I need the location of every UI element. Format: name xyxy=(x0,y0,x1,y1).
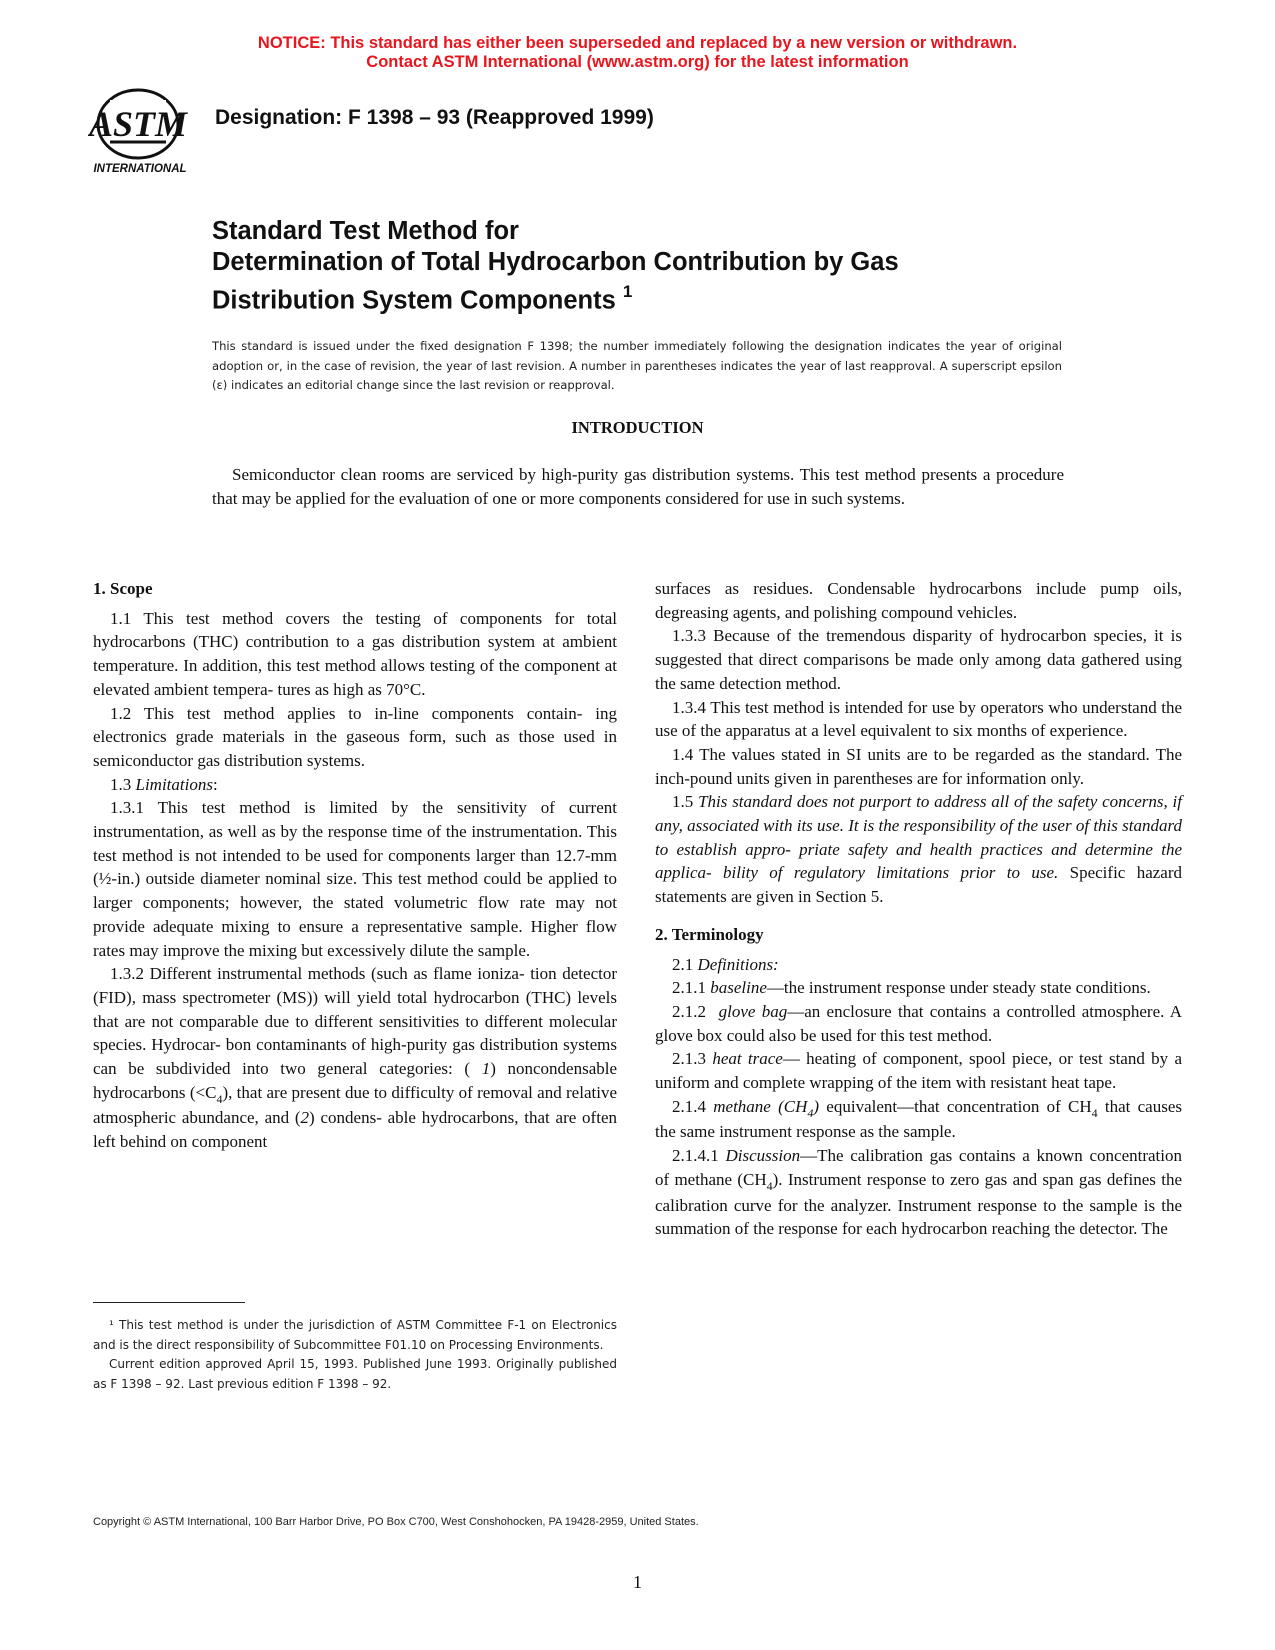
notice-line-1: NOTICE: This standard has either been superseded and replaced by a new version or withdrawn. xyxy=(257,34,1018,52)
section-1-3: 1.3 Limitations: xyxy=(110,774,218,794)
terminology-heading: 2. Terminology xyxy=(655,924,764,944)
section-2-1-4-1: 2.1.4.1 Discussion—The calibration gas contains a known concentration of methane $(CH_4)$. Instrument response to zero gas and span gas defines the calibration curve for the analyzer. Instrument response to the sample is the summation of the response for each hydrocarbon reaching the detector. The xyxy=(655,1146,1182,1239)
footnotes xyxy=(93,1316,617,1394)
section-1-4: 1.4 The values stated in SI units are to be regarded as the standard. The inch-pound units given in parentheses are for information only. xyxy=(655,744,1182,788)
withdrawn-notice xyxy=(0,34,1275,72)
astm-logo-mark xyxy=(88,86,200,178)
astm-logo xyxy=(88,86,200,178)
page-number: 1 xyxy=(633,1572,642,1592)
footnote-1: ¹ This test method is under the jurisdiction of ASTM Committee F-1 on Electronics and is the direct responsibility of Subcommittee F01.10 on Processing Environments. xyxy=(93,1318,617,1352)
title-line-3: Distribution System Components xyxy=(212,286,616,315)
introduction-heading: INTRODUCTION xyxy=(571,418,704,437)
section-2-1-3: 2.1.3 heat trace— heating of component, spool piece, or test stand by a uniform and complete wrapping of the item with resistant heat tape. xyxy=(655,1049,1183,1093)
title-line-2: Determination of Total Hydrocarbon Contribution by Gas xyxy=(212,248,899,276)
footnote-2: Current edition approved April 15, 1993. Published June 1993. Originally published as F 1398 – 92. Last previous edition F 1398 – 92. xyxy=(93,1357,617,1391)
title-line-1: Standard Test Method for xyxy=(212,217,519,245)
section-1-3-3: 1.3.3 Because of the tremendous disparity of hydrocarbon species, it is suggested that direct comparisons be made only among data gathered using the same detection method. xyxy=(655,626,1182,693)
svg-text:ASTM: ASTM xyxy=(88,104,188,144)
copyright-footer: Copyright © ASTM International, 100 Barr Harbor Drive, PO Box C700, West Conshohocken, PA 19428-2959, United States. xyxy=(93,1516,699,1528)
notice-line-2: Contact ASTM International (www.astm.org) for the latest information xyxy=(366,53,909,71)
scope-heading: 1. Scope xyxy=(93,579,153,598)
footnote-rule xyxy=(93,1302,245,1303)
title-footnote-ref[interactable]: 1 xyxy=(622,282,633,301)
section-1-2: 1.2 This test method applies to in-line components contain- ing electronics grade materials in the gaseous form, such as those used in semiconductor gas distribution systems. xyxy=(93,703,617,770)
section-1-3-2: 1.3.2 Different instrumental methods (such as flame ioniza- tion detector (FID), mass spectrometer (MS)) will yield total hydrocarbon (THC) levels that are not comparable due to different sensitivities to different molecular species. Hydrocar- bon contaminants of high-purity gas distribution systems can be subdivided into two general categories: ( 1) noncondensable hydrocarbons $(<C_4)$, that are present due to difficulty of removal and relative atmospheric abundance, and (2) condens- able hydrocarbons, that are often left behind on component xyxy=(93,964,618,1152)
scope-continued: surfaces as residues. Condensable hydrocarbons include pump oils, degreasing agents, and polishing compound vehicles. xyxy=(655,579,1182,622)
section-1-3-1: 1.3.1 This test method is limited by the sensitivity of current instrumentation, as well as by the response time of the instrumentation. This test method is not intended to be used for components larger than 12.7-mm (½-in.) outside diameter nominal size. This test method could be applied to larger components; however, the stated volumetric flow rate may not provide adequate mixing to ensure a representative sample. Higher flow rates may improve the mixing but excessively dilute the sample. xyxy=(93,798,617,960)
section-2-1-1: 2.1.1 baseline—the instrument response under steady state conditions. xyxy=(672,978,1151,998)
right-column xyxy=(655,577,1182,1241)
section-1-5: 1.5 This standard does not purport to address all of the safety concerns, if any, associated with its use. It is the responsibility of the user of this standard to establish appro- priate safety and health practices and determine the applica- bility of regulatory limitations prior to use. Specific hazard statements are given in Section 5. xyxy=(655,792,1182,907)
section-1-3-4: 1.3.4 This test method is intended for use by operators who understand the use of the apparatus at a level equivalent to six months of experience. xyxy=(655,697,1182,741)
section-2-1-4: 2.1.4 methane $(CH_4)$ equivalent—that concentration of $CH_4$ that causes the same instrument response as the sample. xyxy=(655,1096,1182,1142)
section-2-1-2: 2.1.2 glove bag—an enclosure that contains a controlled atmosphere. A glove box could also be used for this test method. xyxy=(655,1001,1182,1045)
issued-note: This standard is issued under the fixed designation F 1398; the number immediately following the designation indicates the year of original adoption or, in the case of revision, the year of last revision. A number in parentheses indicates the year of last reapproval. A superscript epsilon (ε) indicates an editorial change since the last revision or reapproval. xyxy=(212,339,1062,392)
section-1-1: 1.1 This test method covers the testing of components for total hydrocarbons (THC) contribution to a gas distribution system at ambient temperature. In addition, this test method allows testing of the component at elevated ambient tempera- tures as high as 70°C. xyxy=(93,608,617,699)
document-title xyxy=(212,216,899,317)
left-column xyxy=(93,577,617,1154)
section-2-1: 2.1 Definitions: xyxy=(672,954,779,974)
introduction-text: Semiconductor clean rooms are serviced by high-purity gas distribution systems. This test method presents a procedure that may be applied for the evaluation of one or more components considered for use in such systems. xyxy=(212,465,1064,508)
designation: Designation: F 1398 – 93 (Reapproved 1999) xyxy=(215,106,654,129)
logo-text: INTERNATIONAL xyxy=(93,163,187,175)
